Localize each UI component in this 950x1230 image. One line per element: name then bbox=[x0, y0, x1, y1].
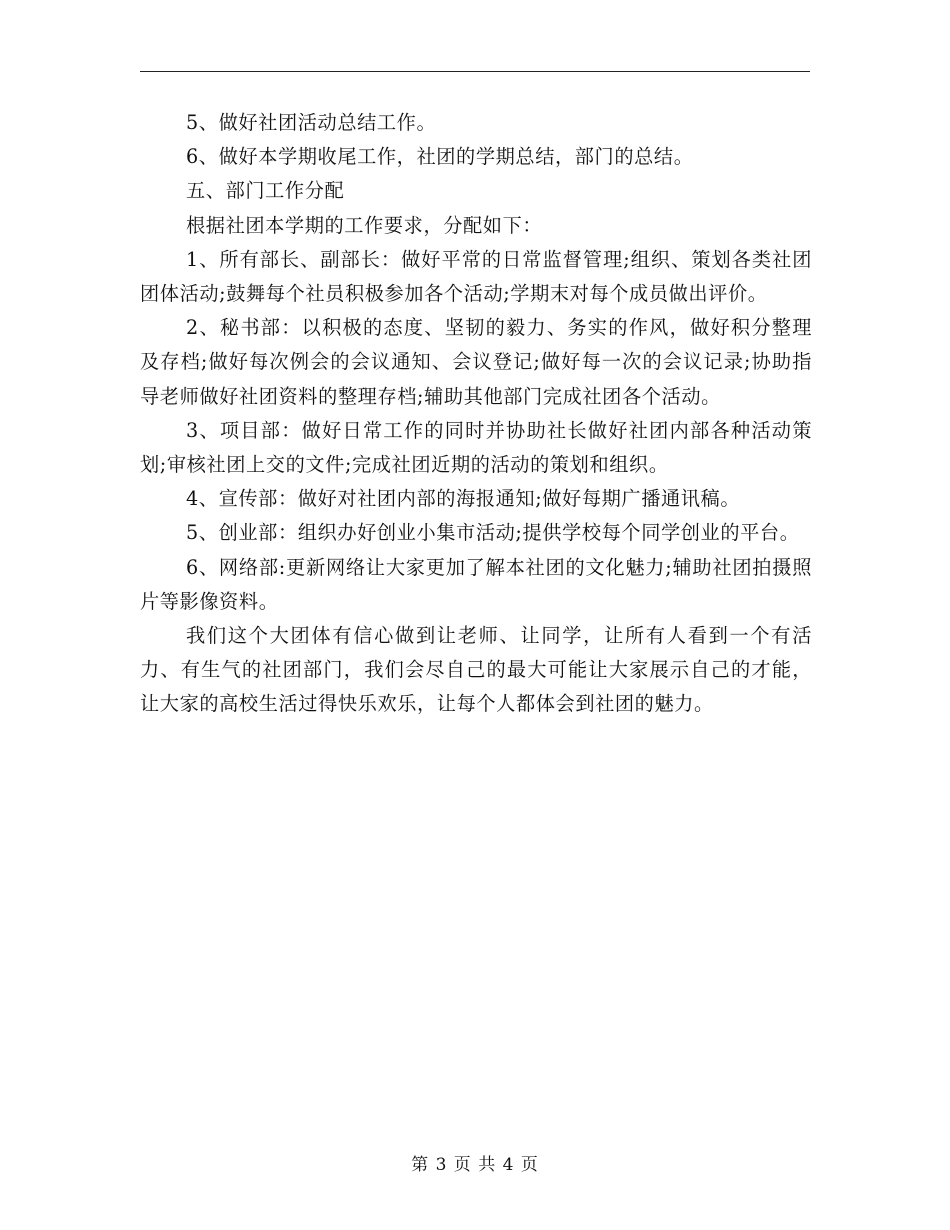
paragraph-publicity: 4、宣传部：做好对社团内部的海报通知;做好每期广播通讯稿。 bbox=[186, 487, 741, 511]
paragraph-item-5: 5、做好社团活动总结工作。 bbox=[186, 111, 437, 134]
paragraph-network: 6、网络部:更新网络让大家更加了解本社团的文化魅力;辅助社团拍摄照片等影像资料。 bbox=[140, 555, 812, 613]
paragraph-ministers: 1、所有部长、副部长：做好平常的日常监督管理;组织、策划各类社团团体活动;鼓舞每个社员积极参加各个活动;学期末对每个成员做出评价。 bbox=[140, 247, 812, 306]
paragraph-projects: 3、项目部：做好日常工作的同时并协助社长做好社团内部各种活动策划;审核社团上交的文件;完成社团近期的活动的策划和组织。 bbox=[140, 418, 812, 477]
paragraph-secretariat: 2、秘书部：以积极的态度、坚韧的毅力、务实的作风，做好积分整理及存档;做好每次例会的会议通知、会议登记;做好每一次的会议记录;协助指导老师做好社团资料的整理存档;辅助其他部门完成社团各个活动。 bbox=[140, 316, 812, 408]
paragraph-entrepreneurship: 5、创业部：组织办好创业小集市活动;提供学校每个同学创业的平台。 bbox=[186, 521, 800, 545]
paragraph-conclusion: 我们这个大团体有信心做到让老师、让同学，让所有人看到一个有活力、有生气的社团部门，我们会尽自己的最大可能让大家展示自己的才能，让大家的高校生活过得快乐欢乐，让每个人都体会到社团的魅力。 bbox=[140, 624, 812, 716]
paragraph-item-6: 6、做好本学期收尾工作，社团的学期总结，部门的总结。 bbox=[186, 145, 694, 169]
section-heading: 五、部门工作分配 bbox=[186, 179, 345, 203]
document-body bbox=[140, 106, 812, 722]
section-intro: 根据社团本学期的工作要求，分配如下： bbox=[186, 213, 543, 237]
page-number: 第 3 页 共 4 页 bbox=[411, 1155, 539, 1175]
header-rule bbox=[140, 71, 810, 72]
